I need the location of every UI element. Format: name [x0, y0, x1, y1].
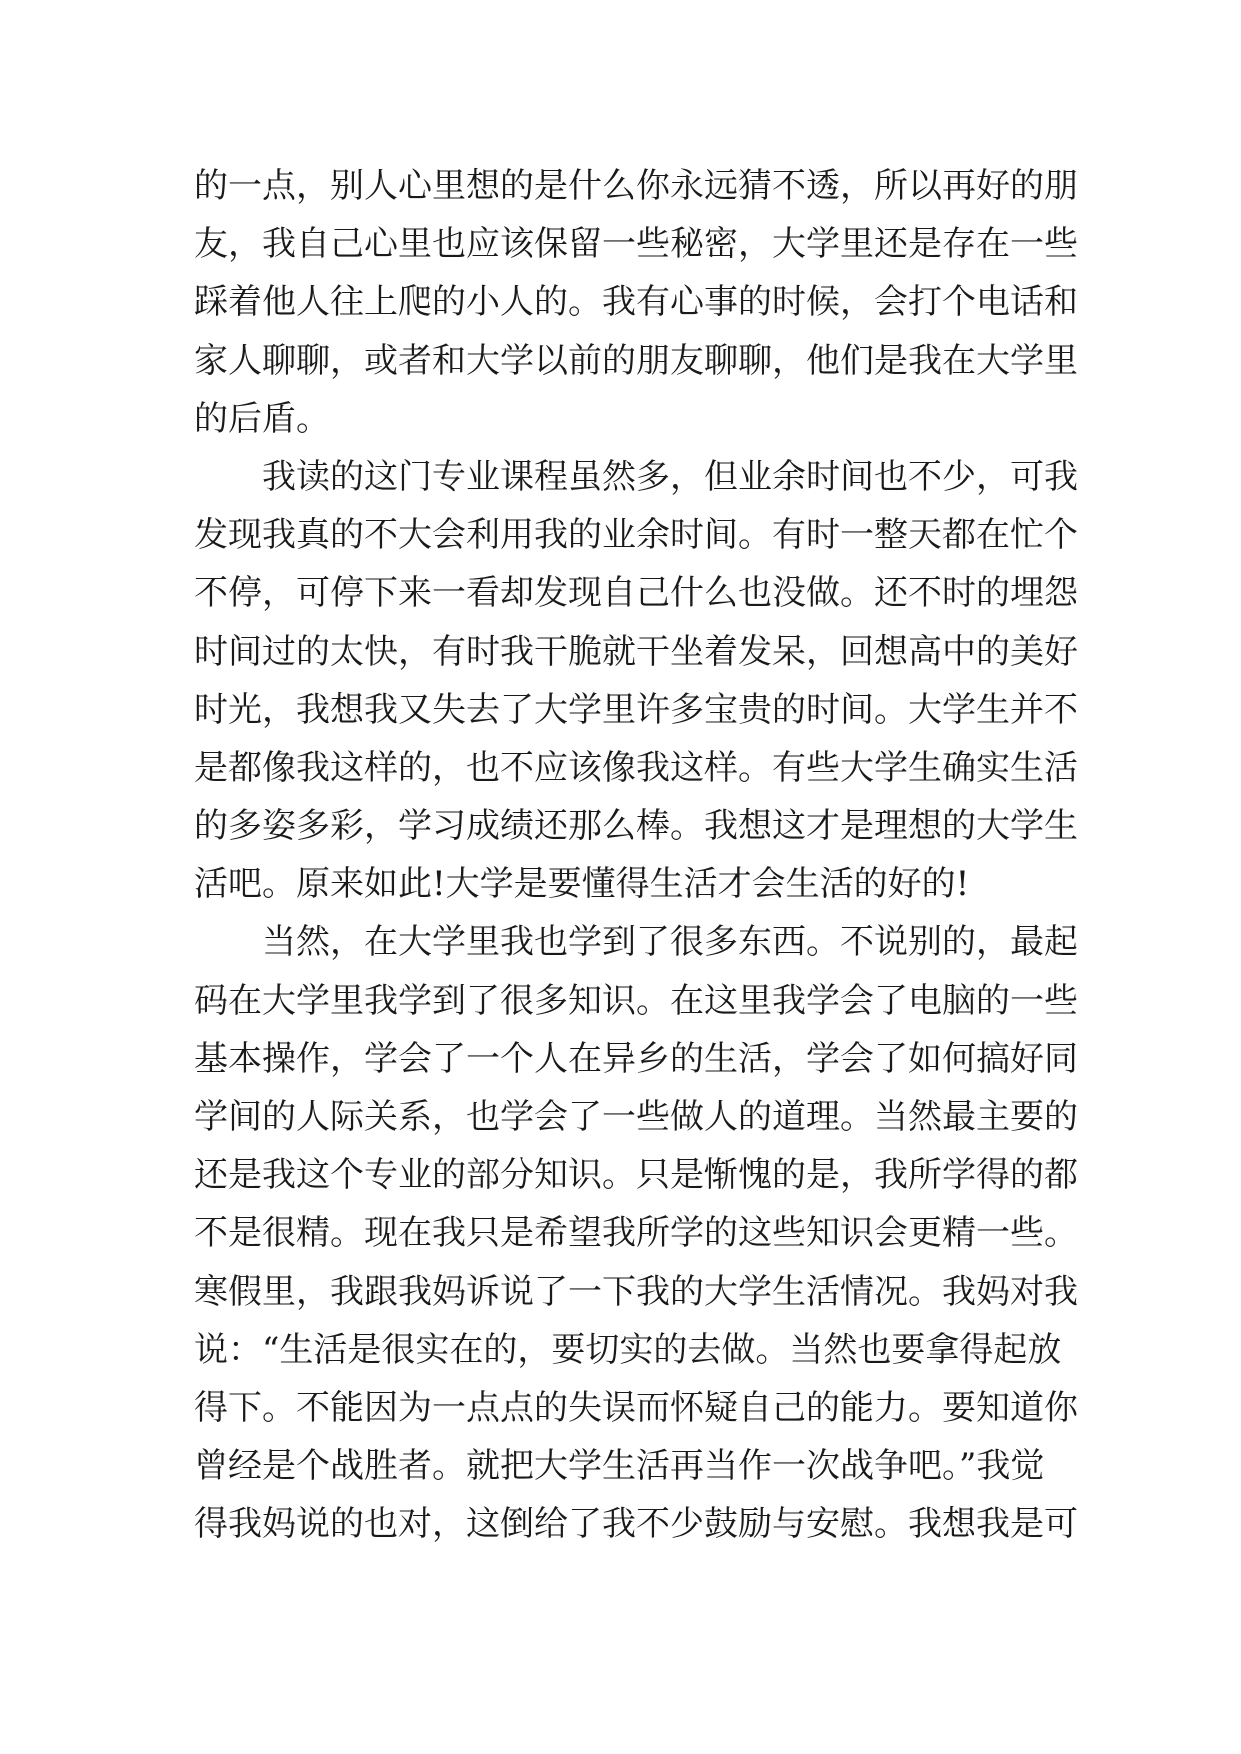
body-text: [194, 157, 1094, 1554]
paragraph-start-line: 我读的这门专业课程虽然多，但业余时间也不少，可我: [262, 456, 1078, 497]
text-line: 的多姿多彩，学习成绩还那么棒。我想这才是理想的大学生: [194, 806, 1078, 847]
text-line: 不是很精。现在我只是希望我所学的这些知识会更精一些。: [194, 1213, 1078, 1254]
text-line: 踩着他人往上爬的小人的。我有心事的时候，会打个电话和: [194, 282, 1078, 323]
text-line: 基本操作，学会了一个人在异乡的生活，学会了如何搞好同: [194, 1038, 1078, 1079]
paragraph-start-line: 当然，在大学里我也学到了很多东西。不说别的，最起: [262, 922, 1078, 963]
text-line: 的后盾。: [194, 398, 330, 439]
text-line: 活吧。原来如此!大学是要懂得生活才会生活的好的!: [194, 864, 970, 905]
text-line: 寒假里，我跟我妈诉说了一下我的大学生活情况。我妈对我: [194, 1271, 1078, 1312]
text-line: 学间的人际关系，也学会了一些做人的道理。当然最主要的: [194, 1097, 1078, 1137]
text-line: 曾经是个战胜者。就把大学生活再当作一次战争吧。”我觉: [194, 1446, 1045, 1487]
text-line: 说：“生活是很实在的，要切实的去做。当然也要拿得起放: [194, 1329, 1062, 1370]
text-line: 友，我自己心里也应该保留一些秘密，大学里还是存在一些: [194, 224, 1078, 265]
text-line: 不停，可停下来一看却发现自己什么也没做。还不时的埋怨: [194, 573, 1078, 614]
text-line: 还是我这个专业的部分知识。只是惭愧的是，我所学得的都: [194, 1155, 1078, 1196]
text-line: 得下。不能因为一点点的失误而怀疑自己的能力。要知道你: [194, 1387, 1078, 1428]
text-line: 的一点，别人心里想的是什么你永远猜不透，所以再好的朋: [194, 166, 1078, 206]
text-line: 码在大学里我学到了很多知识。在这里我学会了电脑的一些: [194, 980, 1078, 1021]
text-line: 家人聊聊，或者和大学以前的朋友聊聊，他们是我在大学里: [194, 340, 1078, 381]
text-line: 得我妈说的也对，这倒给了我不少鼓励与安慰。我想我是可: [194, 1504, 1078, 1545]
text-line: 时光，我想我又失去了大学里许多宝贵的时间。大学生并不: [194, 689, 1078, 730]
text-line: 发现我真的不大会利用我的业余时间。有时一整天都在忙个: [194, 515, 1078, 556]
text-line: 是都像我这样的，也不应该像我这样。有些大学生确实生活: [194, 747, 1078, 788]
text-line: 时间过的太快，有时我干脆就干坐着发呆，回想高中的美好: [194, 631, 1078, 672]
